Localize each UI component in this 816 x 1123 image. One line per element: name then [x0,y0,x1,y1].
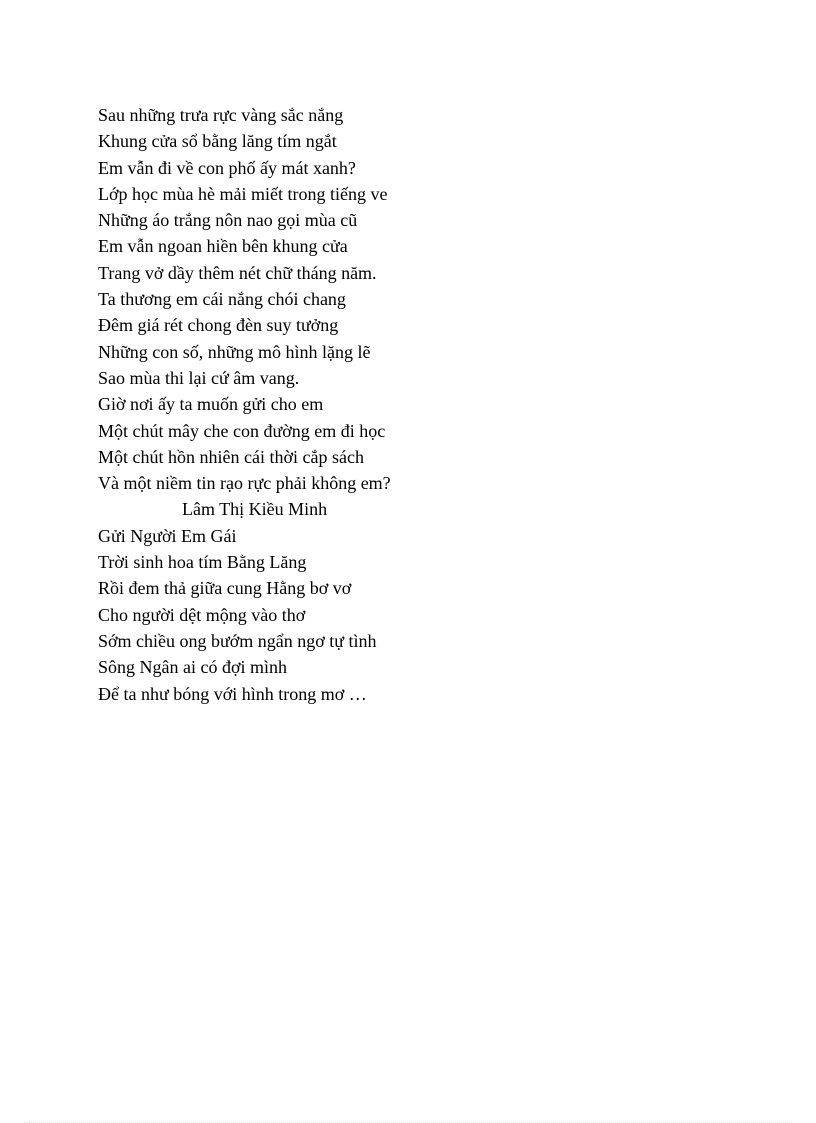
poem-line: Sau những trưa rực vàng sắc nắng [98,105,344,125]
poem-line: Những áo trắng nôn nao gọi mùa cũ [98,210,358,231]
poem-line: Một chút mây che con đường em đi học [98,420,386,441]
poem-line: Sông Ngân ai có đợi mình [98,657,287,678]
poem-line: Rồi đem thả giữa cung Hằng bơ vơ [98,578,352,599]
poem-line: Trang vở dầy thêm nét chữ tháng năm. [98,262,377,283]
poem-line: Cho người dệt mộng vào thơ [98,604,306,625]
poem-line: Lớp học mùa hè mải miết trong tiếng ve [98,183,388,204]
poem-line: Và một niềm tin rạo rực phải không em? [98,473,391,494]
poem-line: Để ta như bóng với hình trong mơ … [98,683,367,704]
poem-line: Một chút hồn nhiên cái thời cắp sách [98,446,364,467]
poem-line: Trời sinh hoa tím Bằng Lăng [98,552,307,573]
poem-text [98,102,718,707]
poem-line: Sao mùa thi lại cứ âm vang. [98,367,300,388]
poem-title: Gửi Người Em Gái [98,525,237,546]
poem-line: Sớm chiều ong bướm ngẩn ngơ tự tình [98,630,377,651]
poem-line: Những con số, những mô hình lặng lẽ [98,341,371,362]
poem-line: Khung cửa sổ bằng lăng tím ngắt [98,131,337,152]
poem-line: Giờ nơi ấy ta muốn gửi cho em [98,394,324,415]
poem-line: Em vẫn ngoan hiền bên khung cửa [98,236,348,257]
poem-line: Em vẫn đi về con phố ấy mát xanh? [98,157,356,178]
author-name: Lâm Thị Kiều Minh [182,499,328,520]
poem-line: Ta thương em cái nắng chói chang [98,289,346,310]
poem-line: Đêm giá rét chong đèn suy tưởng [98,315,339,336]
